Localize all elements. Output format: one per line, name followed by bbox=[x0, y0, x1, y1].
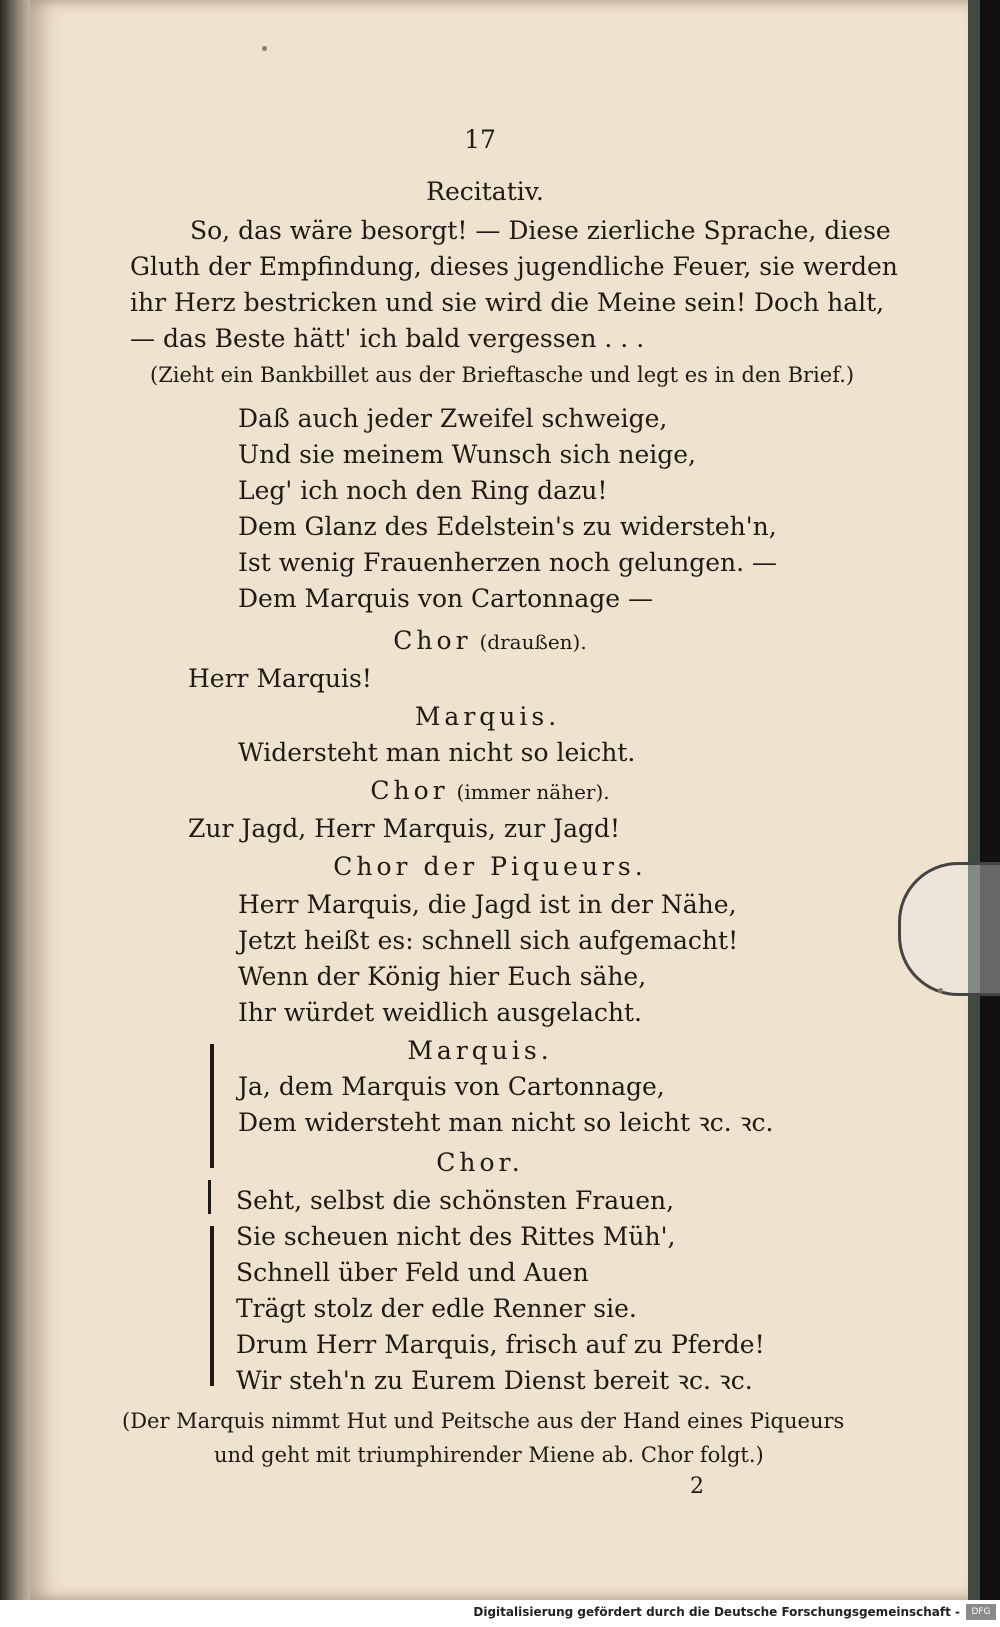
verse-line: Sie scheuen nicht des Rittes Müh', bbox=[236, 1222, 676, 1251]
stage-direction: und geht mit triumphirender Miene ab. Chor folgt.) bbox=[214, 1443, 764, 1467]
page-number: 17 bbox=[464, 125, 496, 154]
speaker-marquis: Marquis. bbox=[407, 1036, 553, 1065]
verse-line: Dem Glanz des Edelstein's zu widersteh'n, bbox=[238, 512, 777, 541]
stage-direction: (Zieht ein Bankbillet aus der Brieftasche und legt es in den Brief.) bbox=[150, 363, 855, 387]
speaker-marquis: Marquis. bbox=[414, 702, 561, 731]
page-speck bbox=[262, 46, 267, 51]
recit-line: Gluth der Empfindung, dieses jugendliche Feuer, sie werden bbox=[130, 252, 898, 281]
page-speck bbox=[938, 988, 943, 993]
section-heading: Recitativ. bbox=[426, 177, 544, 206]
speaker-chor bbox=[30, 626, 950, 657]
verse-line: Herr Marquis, die Jagd ist in der Nähe, bbox=[238, 890, 737, 919]
verse-line: Jetzt heißt es: schnell sich aufgemacht! bbox=[238, 926, 739, 955]
verse-line: Trägt stolz der edle Renner sie. bbox=[236, 1294, 637, 1323]
speaker-direction: (immer näher). bbox=[456, 780, 610, 804]
ensemble-brace-middle bbox=[208, 1180, 211, 1214]
verse-line: Wir steh'n zu Eurem Dienst bereit ꝛc. ꝛc. bbox=[236, 1366, 753, 1395]
page-clip bbox=[898, 862, 1000, 996]
verse-line: Ihr würdet weidlich ausgelacht. bbox=[238, 998, 642, 1027]
verse-line: Ja, dem Marquis von Cartonnage, bbox=[238, 1072, 665, 1101]
speaker-chor: Chor. bbox=[436, 1148, 524, 1177]
book-spine bbox=[0, 0, 30, 1600]
speaker-name: Chor bbox=[393, 626, 472, 655]
dfg-logo: DFG bbox=[966, 1604, 996, 1620]
verse-line: Daß auch jeder Zweifel schweige, bbox=[238, 404, 668, 433]
speaker-chor-piqueurs: Chor der Piqueurs. bbox=[333, 852, 647, 881]
speaker-name: Chor bbox=[370, 776, 449, 805]
recit-line: ihr Herz bestricken und sie wird die Meine sein! Doch halt, bbox=[130, 288, 885, 317]
page-edge bbox=[968, 0, 980, 1600]
verse-line: Schnell über Feld und Auen bbox=[236, 1258, 589, 1287]
dialogue-line: Herr Marquis! bbox=[188, 664, 372, 693]
recit-line: — das Beste hätt' ich bald vergessen . . . bbox=[130, 324, 645, 353]
footer-bar bbox=[0, 1600, 1000, 1627]
recit-line: So, das wäre besorgt! — Diese zierliche Sprache, diese bbox=[190, 216, 891, 245]
verse-line: Seht, selbst die schönsten Frauen, bbox=[236, 1186, 675, 1215]
speaker-direction: (draußen). bbox=[479, 630, 587, 654]
dialogue-line: Widersteht man nicht so leicht. bbox=[238, 738, 636, 767]
signature-mark: 2 bbox=[690, 1474, 704, 1499]
verse-line: Leg' ich noch den Ring dazu! bbox=[238, 476, 608, 505]
verse-line: Und sie meinem Wunsch sich neige, bbox=[238, 440, 697, 469]
verse-line: Ist wenig Frauenherzen noch gelungen. — bbox=[238, 548, 777, 577]
verse-line: Drum Herr Marquis, frisch auf zu Pferde! bbox=[236, 1330, 765, 1359]
stage-direction: (Der Marquis nimmt Hut und Peitsche aus der Hand eines Piqueurs bbox=[122, 1409, 845, 1433]
dialogue-line: Zur Jagd, Herr Marquis, zur Jagd! bbox=[188, 814, 621, 843]
ensemble-brace-bottom bbox=[210, 1226, 214, 1386]
verse-line: Wenn der König hier Euch sähe, bbox=[238, 962, 647, 991]
verse-line: Dem Marquis von Cartonnage — bbox=[238, 584, 653, 613]
verse-line: Dem widersteht man nicht so leicht ꝛc. ꝛc. bbox=[238, 1108, 774, 1137]
speaker-chor bbox=[30, 776, 950, 807]
footer-credit: Digitalisierung gefördert durch die Deutsche Forschungsgemeinschaft - bbox=[473, 1605, 960, 1619]
